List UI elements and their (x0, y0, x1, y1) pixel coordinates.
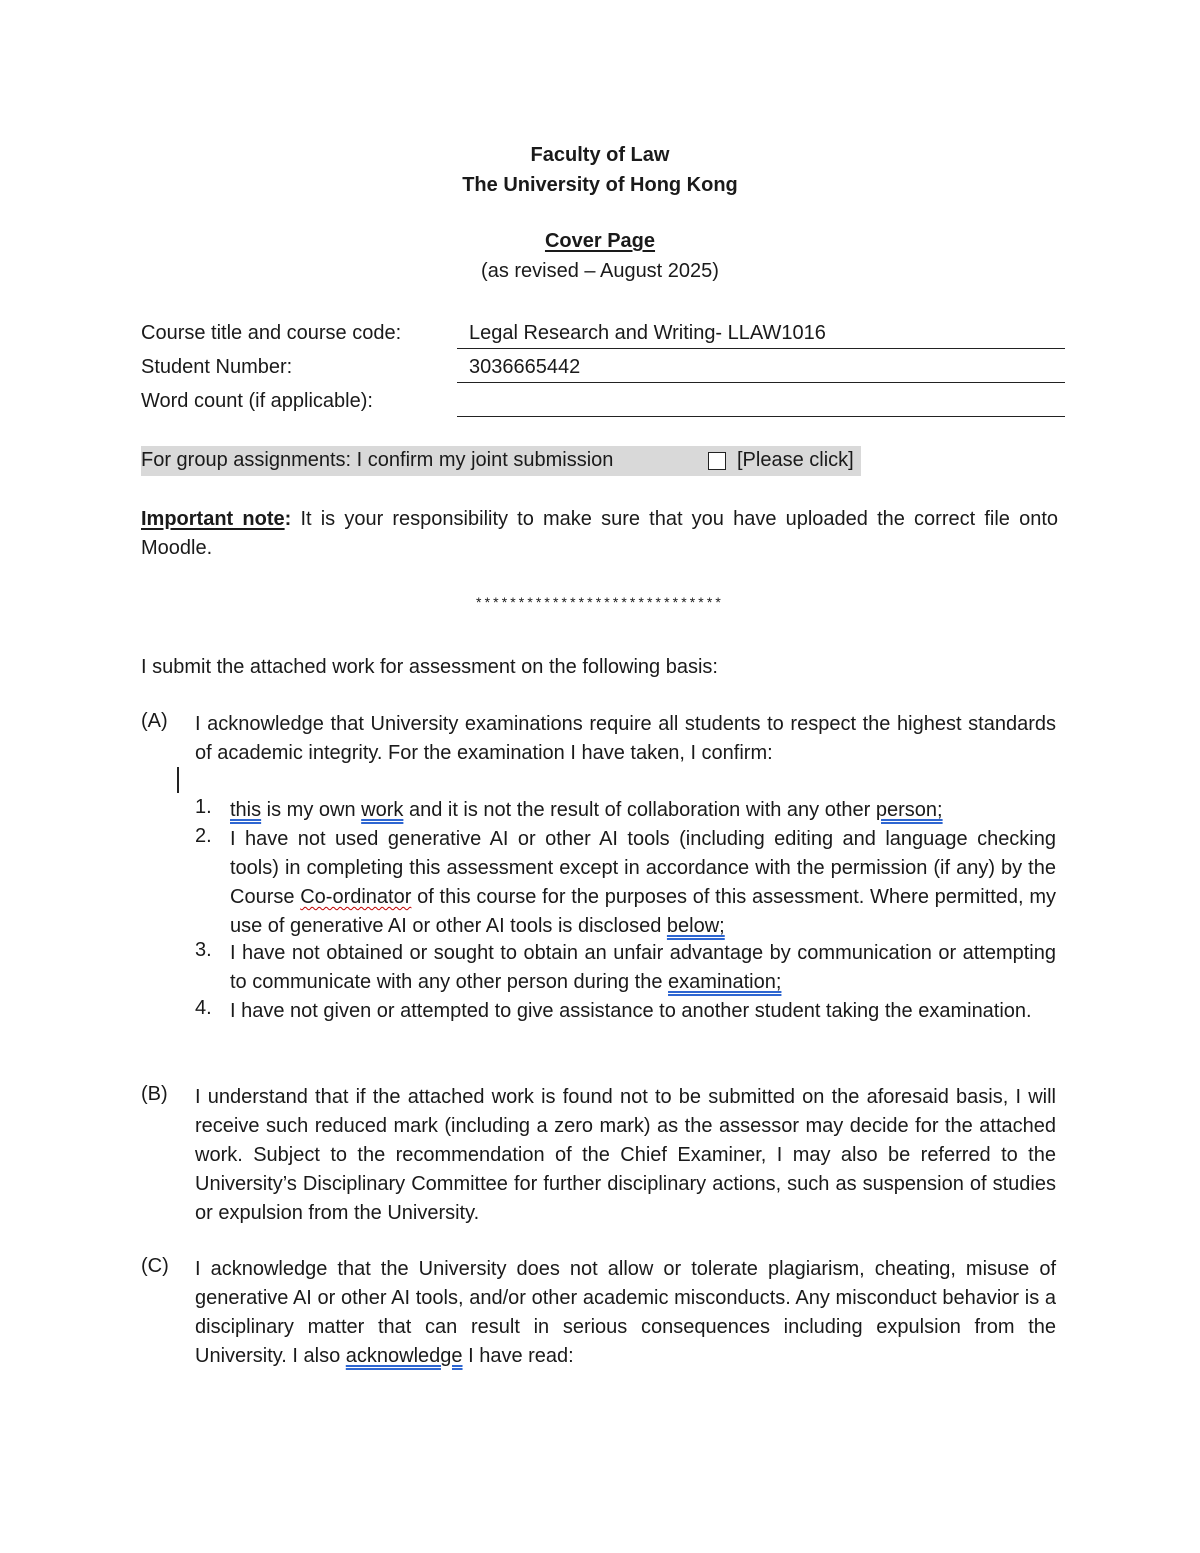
intro-text: I submit the attached work for assessment on the following basis: (141, 656, 718, 678)
group-confirmation (141, 446, 861, 476)
student-number-field[interactable] (457, 352, 1065, 383)
course-field[interactable] (457, 318, 1065, 349)
item-2-part-4: below; (666, 915, 725, 937)
section-c-part-2: acknowledge (345, 1345, 463, 1367)
section-c-part-3: I have read: (462, 1345, 574, 1367)
item-4-number: 4. (195, 997, 212, 1019)
section-a-label: (A) (141, 710, 168, 732)
course-label: Course title and course code: (141, 322, 402, 344)
please-click-label: [Please click] (737, 449, 854, 471)
item-1-number: 1. (195, 796, 212, 818)
important-note-text: It is your responsibility to make sure that you have uploaded the correct file onto Moodle. (141, 508, 1058, 559)
section-a-text: I acknowledge that University examinations require all students to respect the highest standards of academic integrity. For the examination I have taken, I confirm: (195, 713, 1056, 764)
joint-submission-checkbox[interactable] (708, 452, 726, 470)
important-note-label: Important note (141, 508, 285, 530)
item-1-part-3: work (361, 799, 404, 821)
item-2-text (230, 825, 1056, 941)
item-1-text (230, 796, 1056, 825)
student-number-label: Student Number: (141, 356, 293, 378)
course-value: Legal Research and Writing- LLAW1016 (469, 322, 826, 344)
important-note-colon: : (284, 508, 292, 530)
item-3-part-1: I have not obtained or sought to obtain an unfair advantage by communication or attempting to communicate with any other person during the (230, 942, 1056, 993)
item-1-part-5: person; (875, 799, 943, 821)
item-3-number: 3. (195, 939, 212, 961)
revision-note: (as revised – August 2025) (481, 260, 719, 282)
item-3-part-2: examination; (668, 971, 782, 993)
university-heading: The University of Hong Kong (462, 174, 738, 196)
item-1-part-1: this (230, 799, 262, 821)
item-3-text (230, 939, 1056, 997)
section-b-text: I understand that if the attached work is found not to be submitted on the aforesaid basis, I will receive such reduced mark (including a zero mark) as the assessor may decide for the attached work. Subject to the recommendation of the Chief Examiner, I may also be referred to the University’s Disciplinary Committee for further disciplinary actions, such as suspension of studies or expulsion from the University. (195, 1086, 1056, 1224)
section-c-label: (C) (141, 1255, 169, 1277)
item-2-number: 2. (195, 825, 212, 847)
section-c-text (195, 1255, 1056, 1371)
item-4-part-1: I have not given or attempted to give assistance to another student taking the examination. (230, 1000, 1032, 1022)
important-note (141, 505, 1058, 563)
item-2-part-2: Co-ordinator (300, 886, 412, 908)
word-count-field[interactable] (457, 386, 1065, 417)
faculty-heading: Faculty of Law (530, 144, 670, 166)
text-cursor (177, 767, 179, 793)
item-2-part-1: I have not used generative AI or other AI tools (including editing and language checking tools) in completing this assessment except in accordance with the permission (if any) by the Course (230, 828, 1056, 908)
doc-title-wrap (0, 230, 1200, 253)
doc-title: Cover Page (544, 230, 656, 252)
item-1-part-2: is my own (261, 799, 362, 821)
section-c-part-1: I acknowledge that the University does not allow or tolerate plagiarism, cheating, misuse of generative AI or other AI tools, and/or other academic misconducts. Any misconduct behavior is a disciplinary matter that can result in serious consequences including expulsion from the University. I also (195, 1258, 1056, 1367)
group-confirmation-text: For group assignments: I confirm my joint submission (141, 449, 614, 471)
item-2-part-3: of this course for the purposes of this assessment. Where permitted, my use of generative AI or other AI tools is disclosed (230, 886, 1057, 937)
item-4-text (230, 997, 1056, 1026)
word-count-label: Word count (if applicable): (141, 390, 373, 412)
item-1-part-4: and it is not the result of collaboration with any other (403, 799, 876, 821)
student-number-value: 3036665442 (469, 356, 581, 378)
separator: ***************************** (476, 594, 724, 610)
section-b-label: (B) (141, 1083, 168, 1105)
